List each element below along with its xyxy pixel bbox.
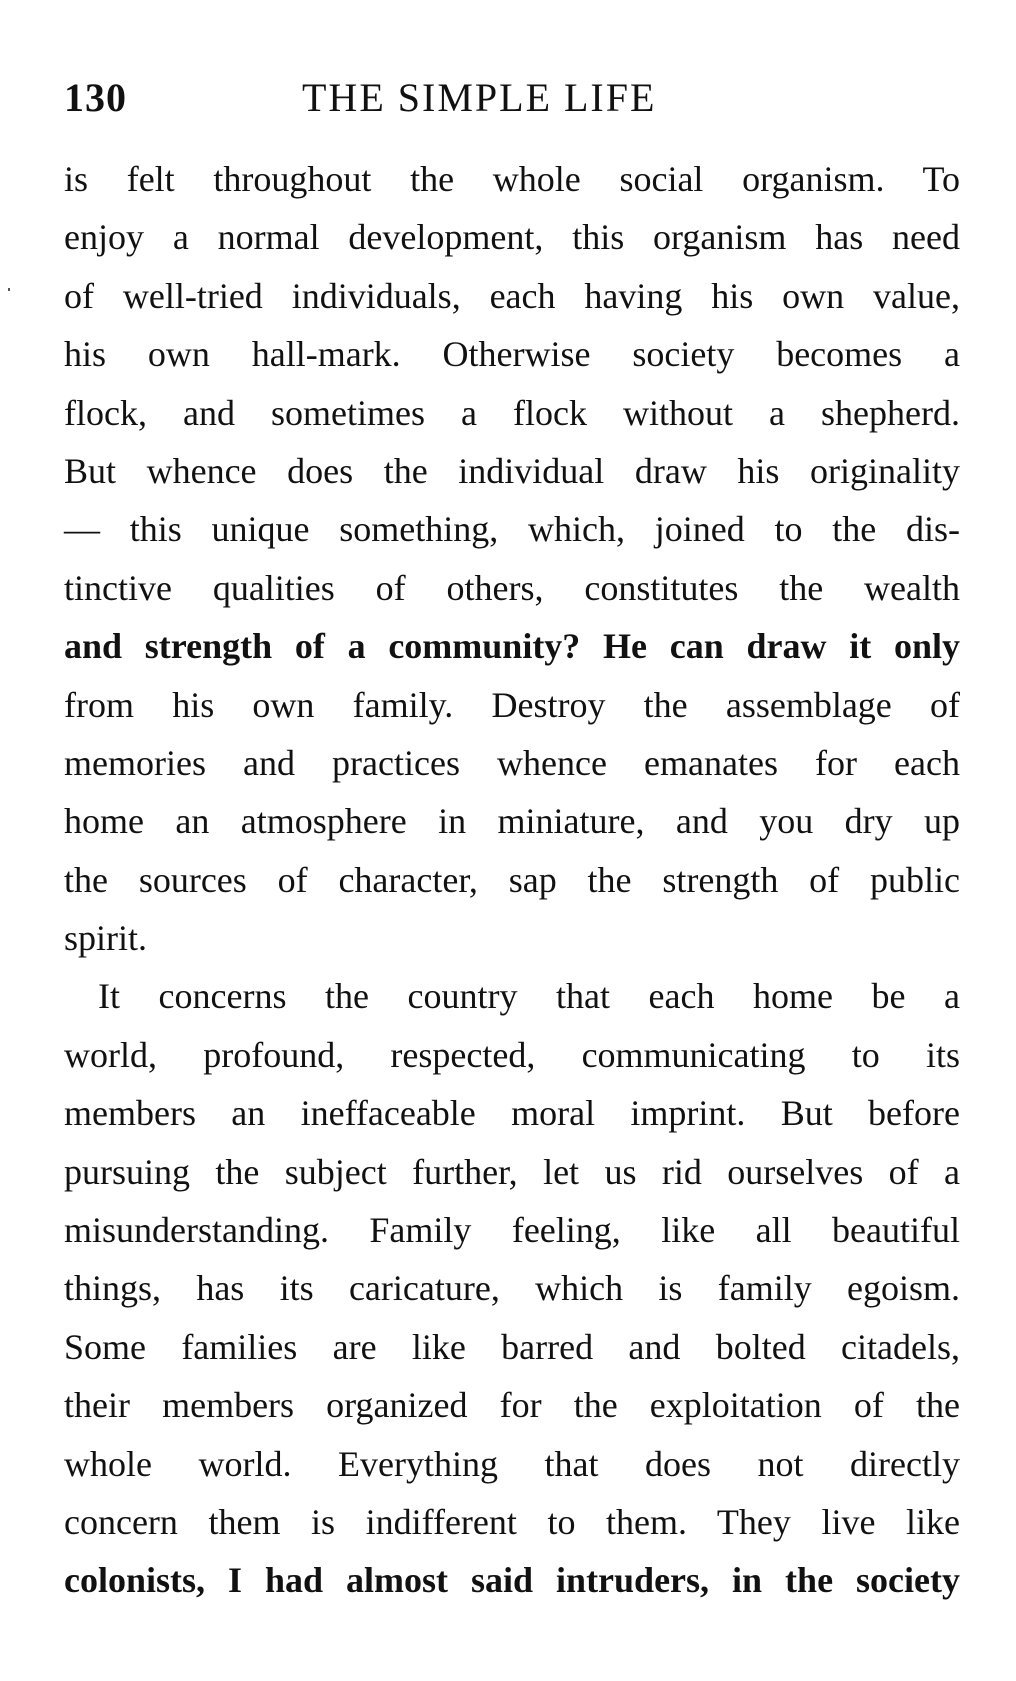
text-line: It concerns the country that each home be a <box>98 976 960 1017</box>
text-line: is felt throughout the whole social organism. To <box>64 159 960 199</box>
text-line: concern them is indifferent to them. They live like <box>64 1501 960 1542</box>
text-line: enjoy a normal development, this organism has need <box>64 217 960 258</box>
text-line: colonists, I had almost said intruders, in the society <box>64 1560 960 1601</box>
text-line: and strength of a community? He can draw it only <box>64 626 960 667</box>
text-line: pursuing the subject further, let us rid ourselves of a <box>64 1151 960 1192</box>
text-line: tinctive qualities of others, constitutes the wealth <box>64 567 960 608</box>
text-line: the sources of character, sap the strength of public <box>64 859 960 900</box>
text-line: things, has its caricature, which is family egoism. <box>64 1268 960 1309</box>
text-line: his own hall-mark. Otherwise society becomes a <box>64 334 960 375</box>
text-line: members an ineffaceable moral imprint. But before <box>64 1093 960 1134</box>
text-line: memories and practices whence emanates for each <box>64 742 960 783</box>
text-line: of well-tried individuals, each having his own value, <box>64 275 960 316</box>
text-line: flock, and sometimes a flock without a shepherd. <box>64 392 960 433</box>
text-line: from his own family. Destroy the assemblage of <box>64 684 960 725</box>
text-line: home an atmosphere in miniature, and you dry up <box>64 801 960 842</box>
page-number: 130 <box>64 75 127 120</box>
text-line: their members organized for the exploitation of the <box>64 1385 960 1426</box>
text-line: world, profound, respected, communicating to its <box>64 1034 960 1075</box>
text-line: whole world. Everything that does not directly <box>64 1443 960 1484</box>
text-line: misunderstanding. Family feeling, like all beautiful <box>64 1210 960 1251</box>
page-header <box>64 74 964 134</box>
text-line: Some families are like barred and bolted citadels, <box>64 1326 960 1367</box>
text-line: spirit. <box>64 918 148 959</box>
running-title: THE SIMPLE LIFE <box>302 75 657 120</box>
scan-speck <box>8 288 10 291</box>
text-line: But whence does the individual draw his originality <box>64 450 960 491</box>
body-text <box>64 150 960 1610</box>
text-line: — this unique something, which, joined to the dis- <box>64 509 960 550</box>
